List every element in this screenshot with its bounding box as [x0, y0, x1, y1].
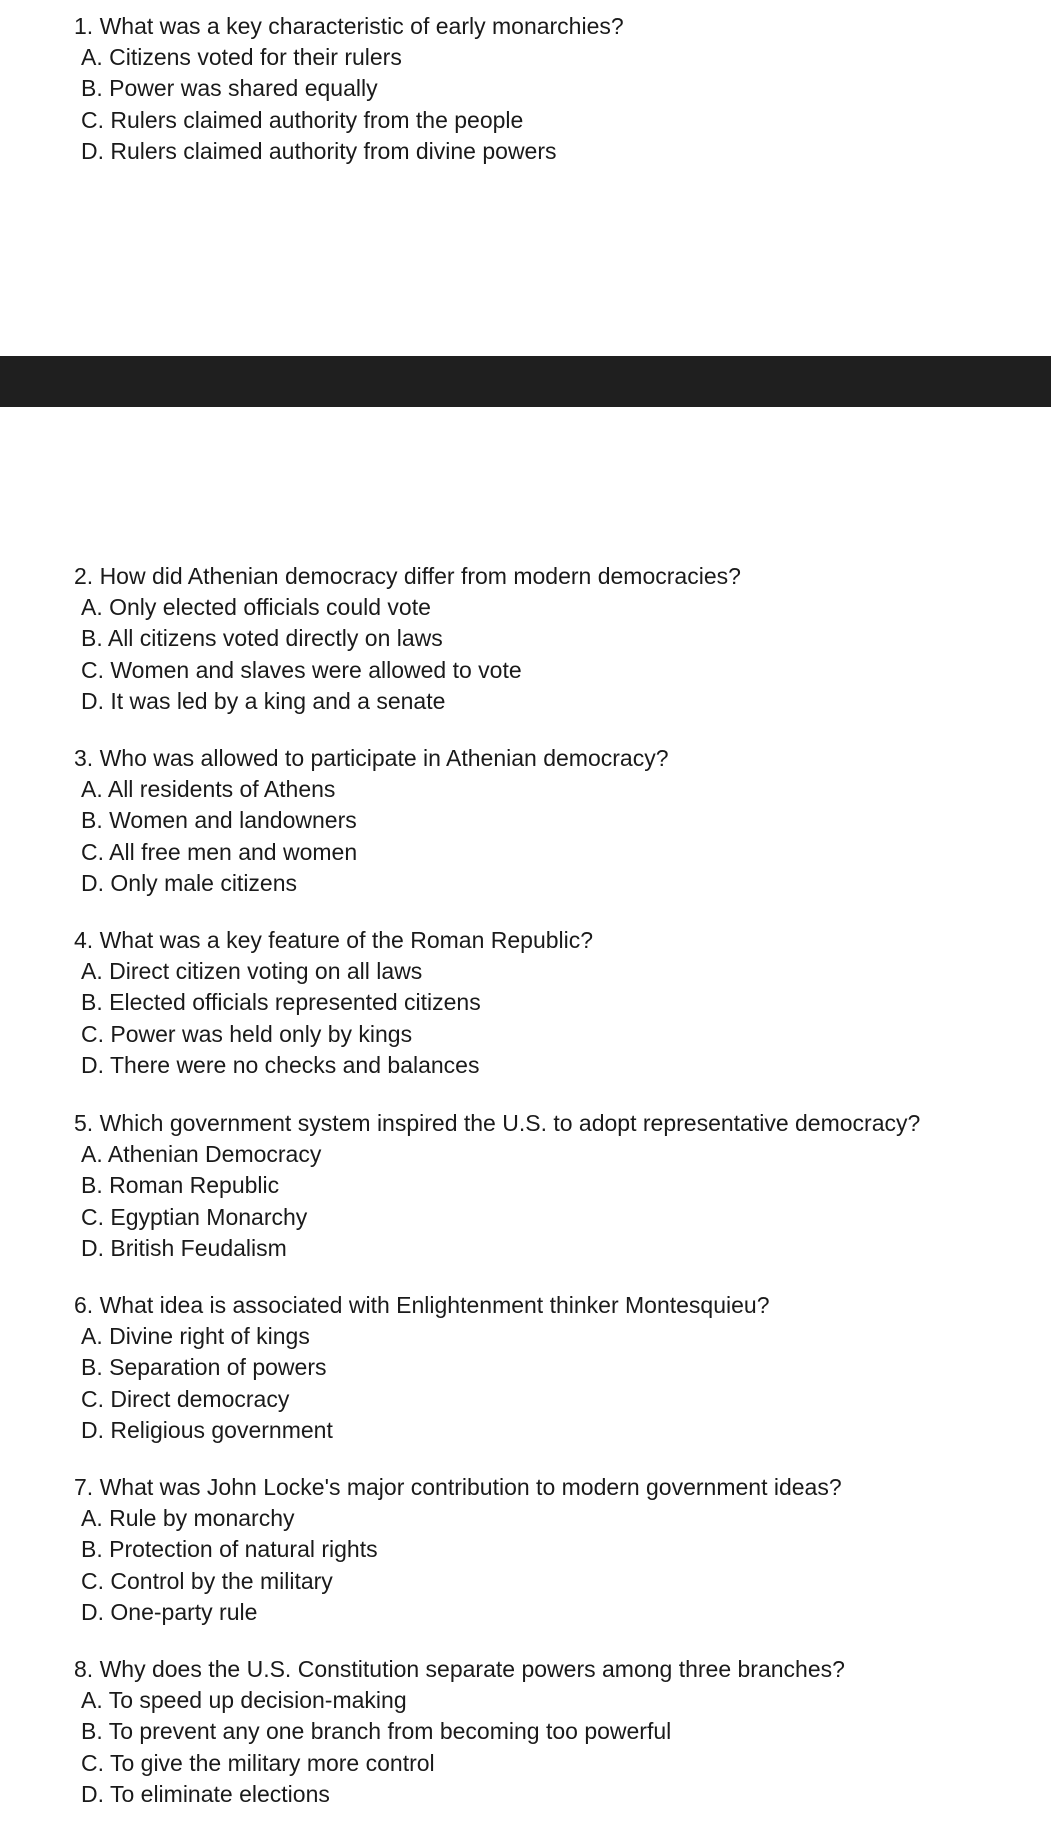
option-c[interactable]: C. Control by the military [81, 1568, 333, 1594]
question-text: 6. What idea is associated with Enlightenment thinker Montesquieu? [74, 1292, 770, 1318]
option-a[interactable]: A. Divine right of kings [81, 1323, 310, 1349]
question-text: 5. Which government system inspired the U.S. to adopt representative democracy? [74, 1110, 921, 1136]
question-text: 2. How did Athenian democracy differ from modern democracies? [74, 563, 741, 589]
option-a[interactable]: A. Direct citizen voting on all laws [81, 958, 423, 984]
page-divider-bar [0, 356, 1051, 407]
option-c[interactable]: C. All free men and women [81, 839, 358, 865]
option-b[interactable]: B. Elected officials represented citizens [81, 989, 481, 1015]
option-b[interactable]: B. Roman Republic [81, 1172, 280, 1198]
option-d[interactable]: D. Religious government [81, 1417, 333, 1443]
option-c[interactable]: C. Women and slaves were allowed to vote [81, 657, 522, 683]
option-a[interactable]: A. Only elected officials could vote [81, 594, 431, 620]
option-a[interactable]: A. All residents of Athens [81, 776, 336, 802]
question-text: 7. What was John Locke's major contribution to modern government ideas? [74, 1474, 842, 1500]
option-c[interactable]: C. Egyptian Monarchy [81, 1204, 308, 1230]
option-a[interactable]: A. Athenian Democracy [81, 1141, 322, 1167]
option-d[interactable]: D. One-party rule [81, 1599, 258, 1625]
question-text: 4. What was a key feature of the Roman Republic? [74, 927, 594, 953]
option-d[interactable]: D. There were no checks and balances [81, 1052, 480, 1078]
option-d[interactable]: D. Rulers claimed authority from divine powers [81, 138, 557, 164]
option-a[interactable]: A. Rule by monarchy [81, 1505, 295, 1531]
option-b[interactable]: B. Women and landowners [81, 807, 357, 833]
option-b[interactable]: B. Power was shared equally [81, 75, 378, 101]
option-a[interactable]: A. To speed up decision-making [81, 1687, 407, 1713]
option-c[interactable]: C. Rulers claimed authority from the people [81, 107, 524, 133]
option-d[interactable]: D. Only male citizens [81, 870, 298, 896]
option-d[interactable]: D. It was led by a king and a senate [81, 688, 446, 714]
option-d[interactable]: D. To eliminate elections [81, 1781, 330, 1807]
option-b[interactable]: B. Protection of natural rights [81, 1536, 378, 1562]
option-b[interactable]: B. Separation of powers [81, 1354, 327, 1380]
option-d[interactable]: D. British Feudalism [81, 1235, 287, 1261]
question-text: 1. What was a key characteristic of early monarchies? [74, 13, 624, 39]
question-text: 3. Who was allowed to participate in Athenian democracy? [74, 745, 669, 771]
option-b[interactable]: B. To prevent any one branch from becoming too powerful [81, 1718, 672, 1744]
option-c[interactable]: C. To give the military more control [81, 1750, 435, 1776]
option-c[interactable]: C. Direct democracy [81, 1386, 290, 1412]
option-a[interactable]: A. Citizens voted for their rulers [81, 44, 402, 70]
option-c[interactable]: C. Power was held only by kings [81, 1021, 413, 1047]
option-b[interactable]: B. All citizens voted directly on laws [81, 625, 443, 651]
question-text: 8. Why does the U.S. Constitution separate powers among three branches? [74, 1656, 845, 1682]
